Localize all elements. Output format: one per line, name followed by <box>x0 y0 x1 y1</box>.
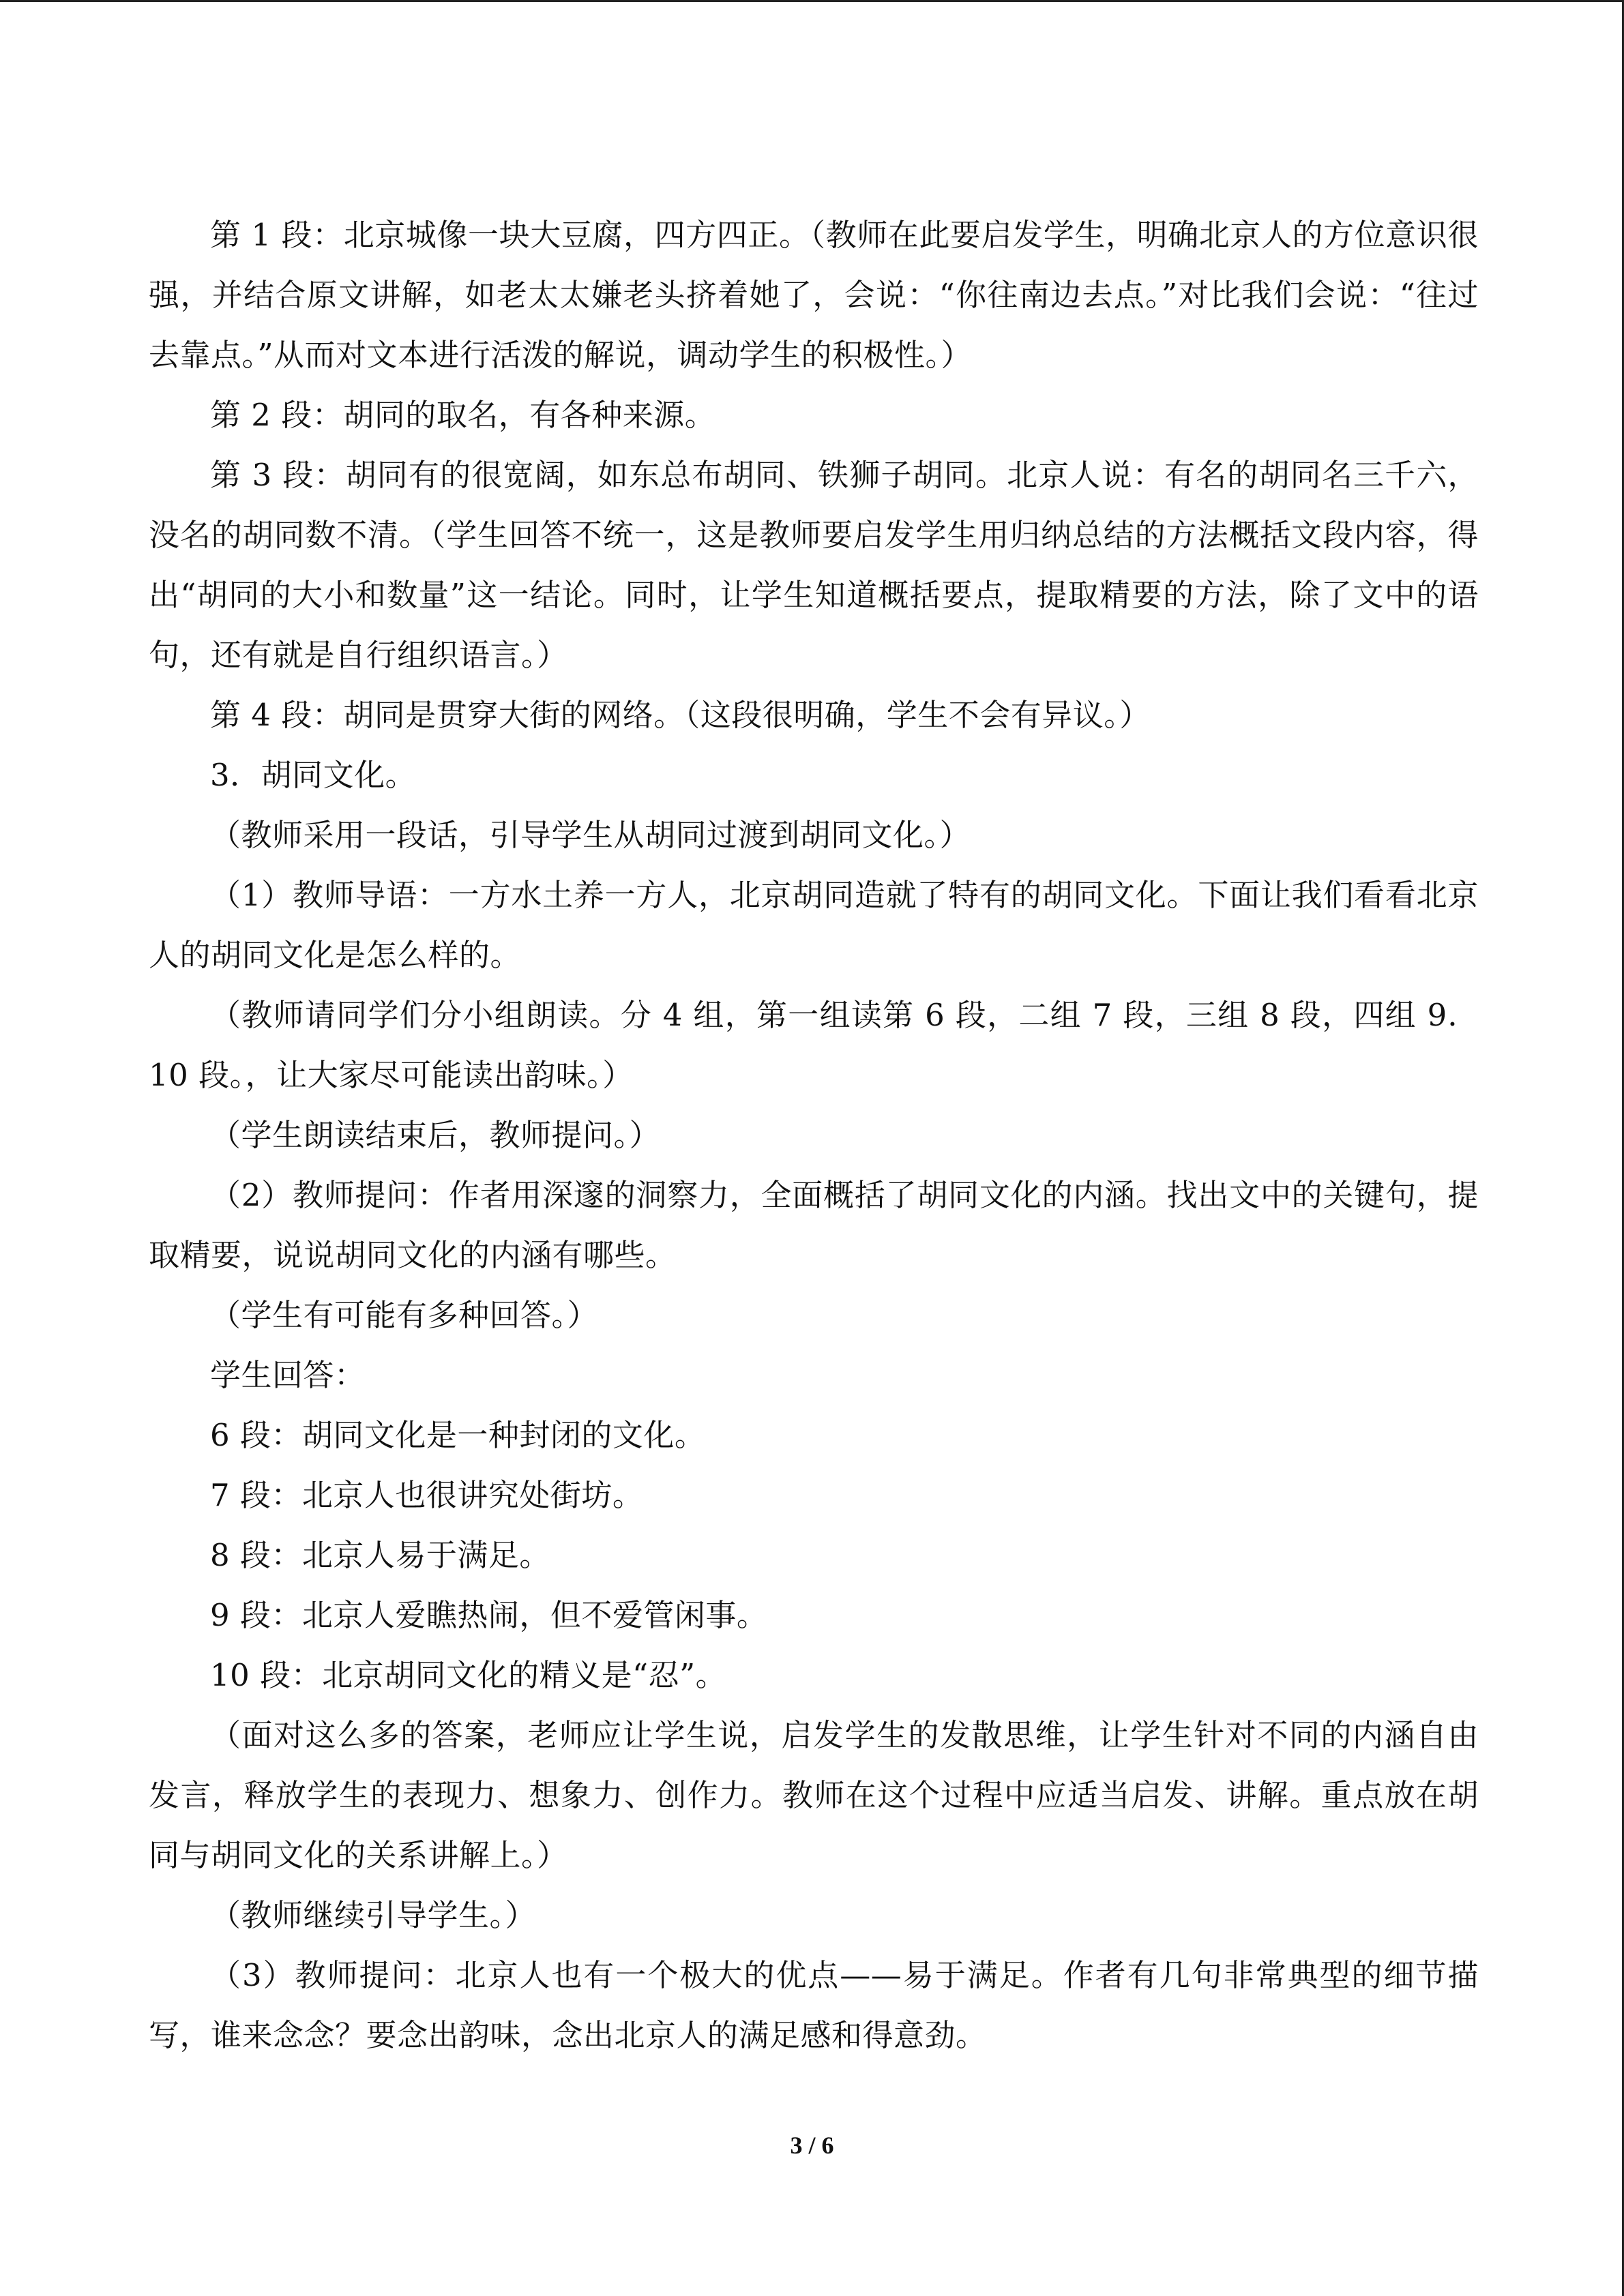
paragraph: 第 1 段：北京城像一块大豆腐，四方四正。（教师在此要启发学生，明确北京人的方位意识很强，并结合原文讲解，如老太太嫌老头挤着她了，会说：“你往南边去点。”对比我们会说：“往过去靠点。”从而对文本进行活泼的解说，调动学生的积极性。） <box>149 217 1479 373</box>
page-body <box>149 205 1479 2066</box>
paragraph: （3）教师提问：北京人也有一个极大的优点——易于满足。作者有几句非常典型的细节描写，谁来念念？要念出韵味，念出北京人的满足感和得意劲。 <box>149 1957 1479 2053</box>
paragraph: 第 4 段：胡同是贯穿大街的网络。（这段很明确，学生不会有异议。） <box>210 697 1151 733</box>
paragraph: （学生朗读结束后，教师提问。） <box>210 1117 661 1153</box>
section-heading: 3．胡同文化。 <box>210 757 417 793</box>
paragraph: （学生有可能有多种回答。） <box>210 1297 599 1333</box>
paragraph: （面对这么多的答案，老师应让学生说，启发学生的发散思维，让学生针对不同的内涵自由发言，释放学生的表现力、想象力、创作力。教师在这个过程中应适当启发、讲解。重点放在胡同与胡同文化的关系讲解上。） <box>149 1717 1479 1873</box>
paragraph: （2）教师提问：作者用深邃的洞察力，全面概括了胡同文化的内涵。找出文中的关键句，提取精要，说说胡同文化的内涵有哪些。 <box>149 1177 1479 1273</box>
paragraph: 9 段：北京人爱瞧热闹，但不爱管闲事。 <box>210 1597 768 1633</box>
paragraph: 6 段：胡同文化是一种封闭的文化。 <box>210 1417 706 1453</box>
paragraph: 8 段：北京人易于满足。 <box>210 1537 550 1573</box>
page-number: 3 / 6 <box>790 2132 834 2159</box>
paragraph: 学生回答： <box>210 1357 366 1393</box>
paragraph: 7 段：北京人也很讲究处街坊。 <box>210 1477 644 1513</box>
paragraph: （教师采用一段话，引导学生从胡同过渡到胡同文化。） <box>210 817 971 853</box>
paragraph: 第 2 段：胡同的取名，有各种来源。 <box>210 397 716 433</box>
paragraph: （教师请同学们分小组朗读。分 4 组，第一组读第 6 段，二组 7 段，三组 8 段，四组 9．10 段。，让大家尽可能读出韵味。） <box>149 997 1479 1093</box>
paragraph: 第 3 段：胡同有的很宽阔，如东总布胡同、铁狮子胡同。北京人说：有名的胡同名三千六，没名的胡同数不清。（学生回答不统一，这是教师要启发学生用归纳总结的方法概括文段内容，得出“胡同的大小和数量”这一结论。同时，让学生知道概括要点，提取精要的方法，除了文中的语句，还有就是自行组织语言。） <box>149 457 1479 673</box>
paragraph: （教师继续引导学生。） <box>210 1897 537 1933</box>
paragraph: （1）教师导语：一方水土养一方人，北京胡同造就了特有的胡同文化。下面让我们看看北京人的胡同文化是怎么样的。 <box>149 877 1479 973</box>
paragraph: 10 段：北京胡同文化的精义是“忍”。 <box>210 1657 727 1693</box>
